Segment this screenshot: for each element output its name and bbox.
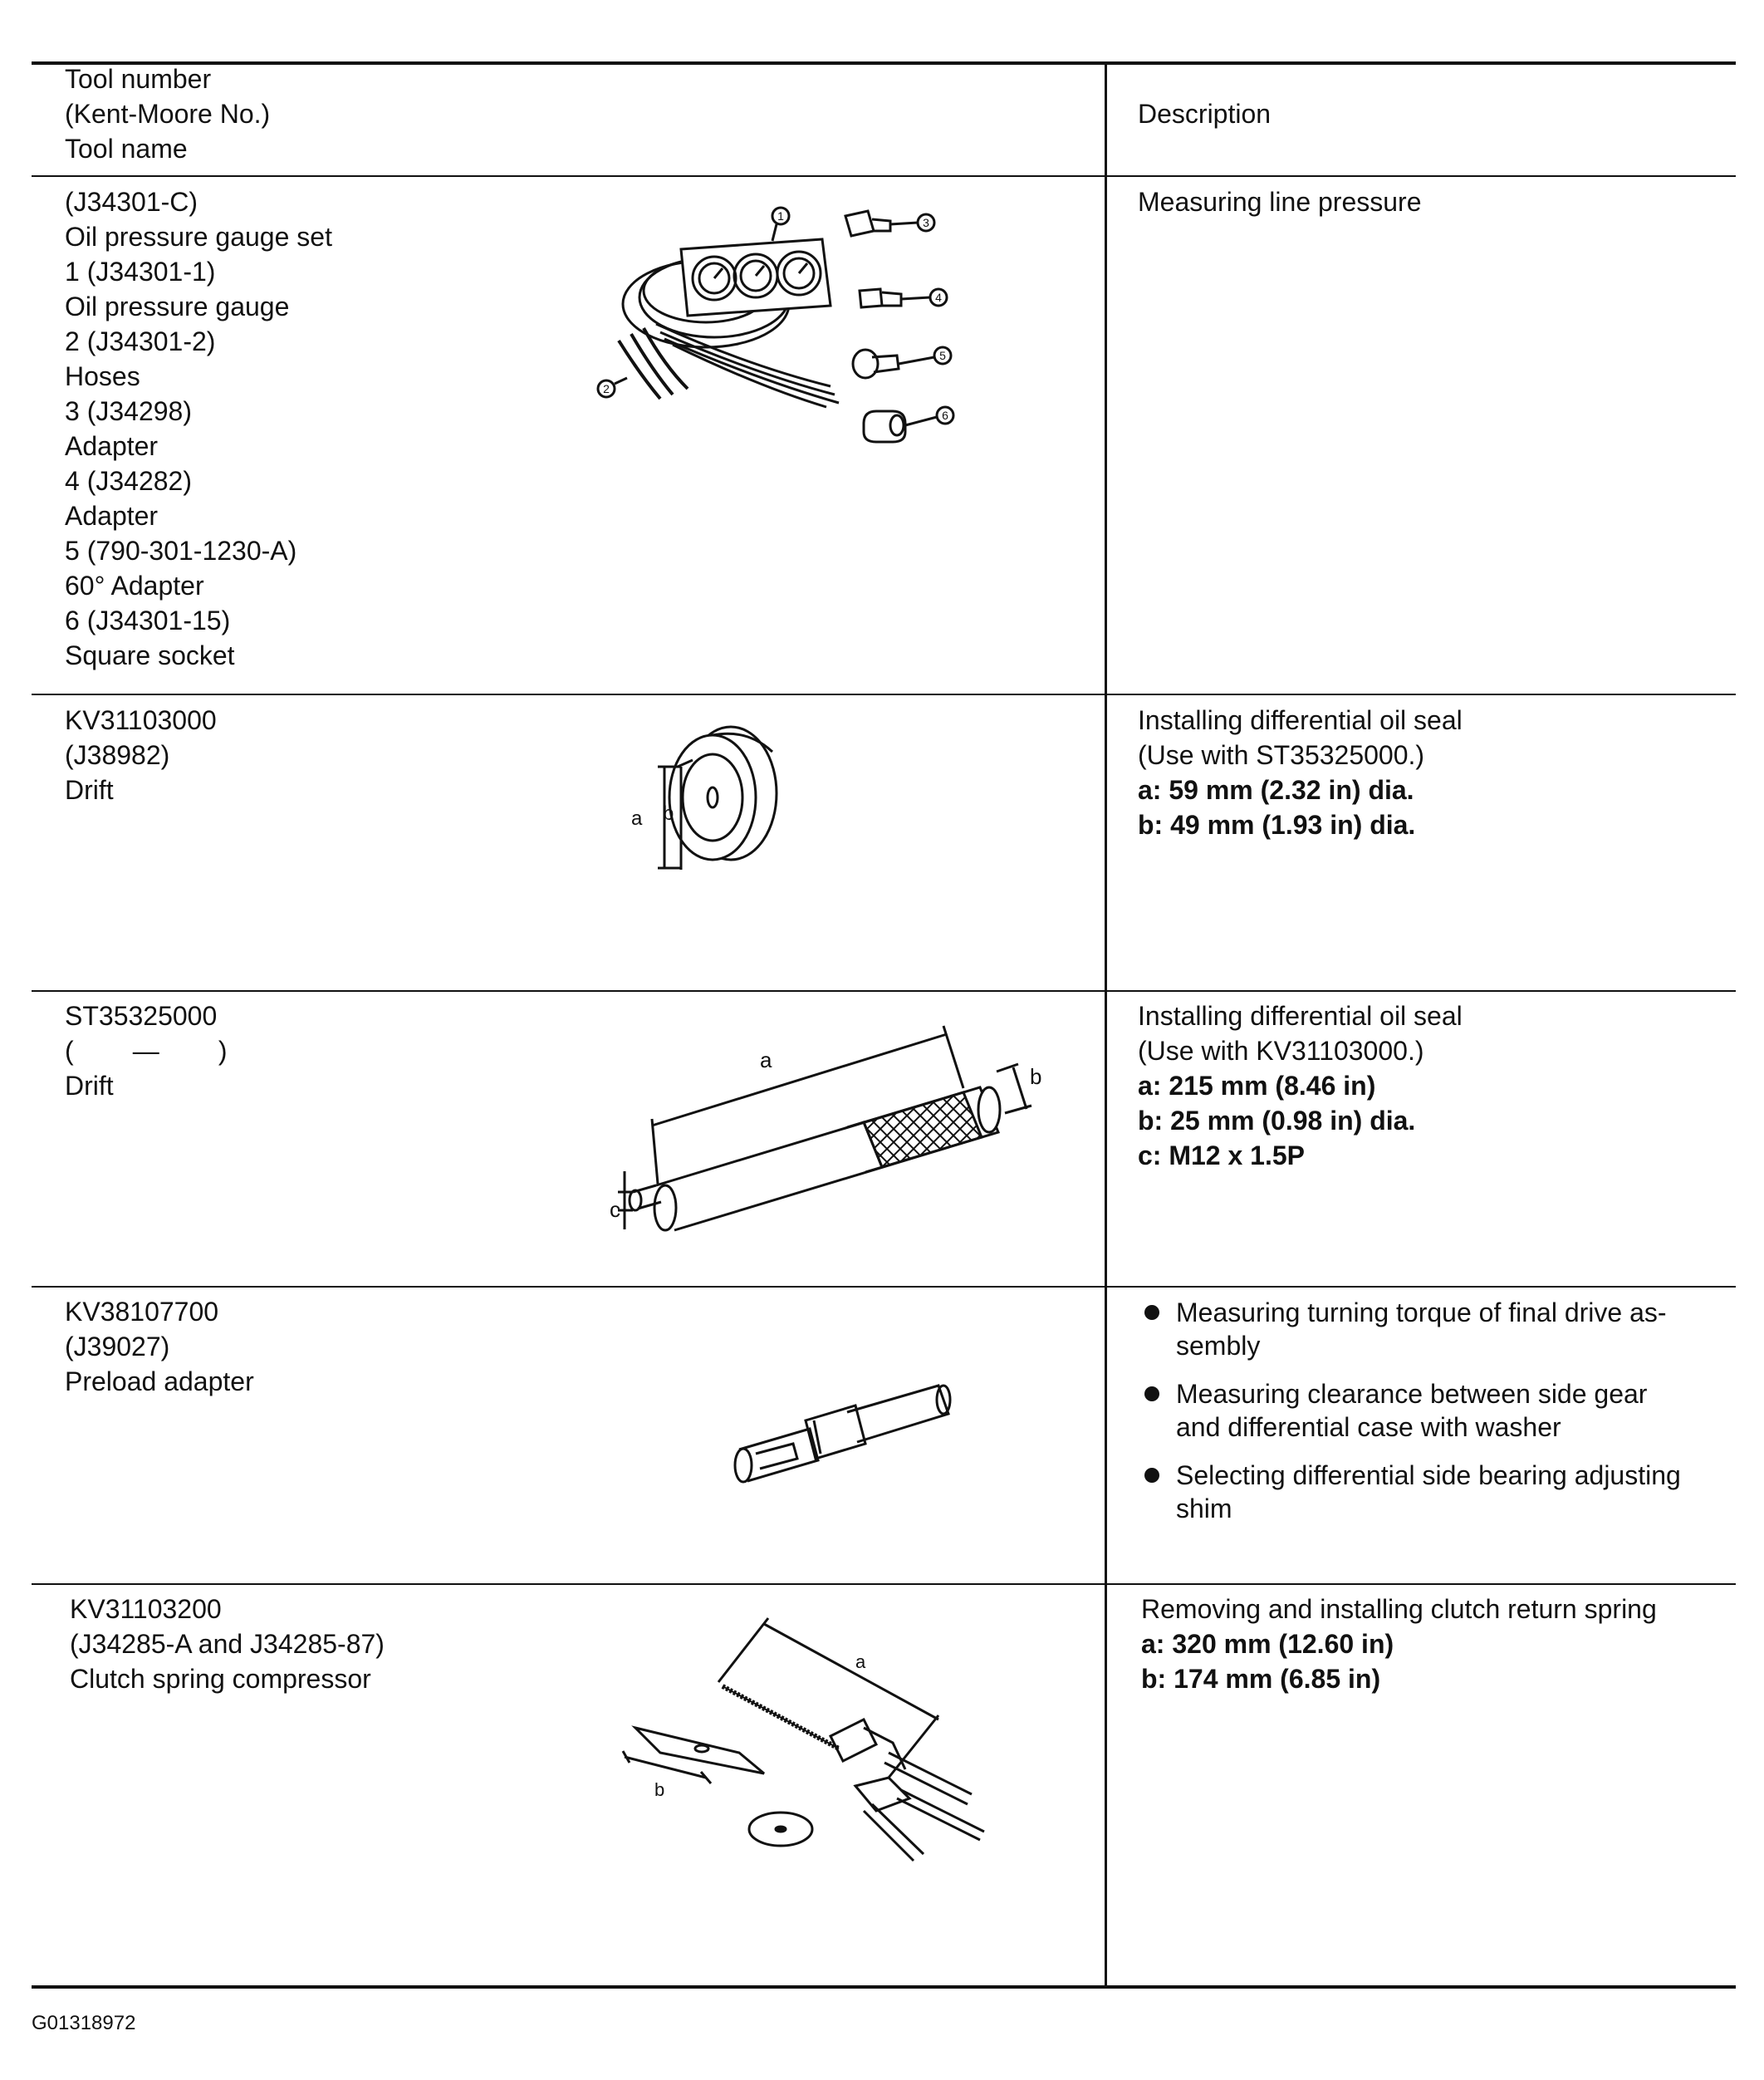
row3-tool-info bbox=[65, 998, 228, 1103]
figure-code: G01318972 bbox=[32, 2012, 136, 2034]
row2-dim-b: b: 49 mm (1.93 in) dia. bbox=[1138, 810, 1416, 840]
row2-desc-line: (Use with ST35325000.) bbox=[1138, 740, 1425, 770]
bullet-text: Measuring turning torque of final drive as- sembly bbox=[1176, 1298, 1667, 1361]
row2-tool-line: (J38982) bbox=[65, 740, 170, 770]
row2-desc-line: Installing differential oil seal bbox=[1138, 705, 1463, 735]
bullet-item bbox=[1144, 1459, 1681, 1525]
row2-description bbox=[1138, 703, 1463, 842]
header-description: Description bbox=[1138, 99, 1272, 129]
dim-a-label: a bbox=[760, 1047, 772, 1072]
bullet-item bbox=[1144, 1377, 1681, 1444]
row-divider-3 bbox=[32, 1286, 1736, 1288]
row1-tool-line: 6 (J34301-15) bbox=[65, 606, 231, 635]
row2-dim-a: a: 59 mm (2.32 in) dia. bbox=[1138, 775, 1414, 805]
callout-4-label: 4 bbox=[935, 291, 942, 304]
row1-tool-line: Oil pressure gauge set bbox=[65, 222, 332, 252]
clutch-spring-compressor-illustration bbox=[615, 1612, 997, 1886]
row1-tool-line: 2 (J34301-2) bbox=[65, 326, 216, 356]
row3-dim-c: c: M12 x 1.5P bbox=[1138, 1141, 1305, 1170]
row3-desc-line: Installing differential oil seal bbox=[1138, 1001, 1463, 1031]
row1-tool-line: Adapter bbox=[65, 431, 159, 461]
header-tool-name: Tool name bbox=[65, 134, 188, 164]
row-divider-2 bbox=[32, 990, 1736, 992]
row1-tool-line: 1 (J34301-1) bbox=[65, 257, 216, 287]
callout-3-label: 3 bbox=[923, 216, 929, 229]
row2-tool-line: Drift bbox=[65, 775, 114, 805]
callout-1-label: 1 bbox=[777, 209, 784, 223]
bullet-dot bbox=[1144, 1386, 1159, 1401]
row3-dim-a: a: 215 mm (8.46 in) bbox=[1138, 1071, 1376, 1101]
header-divider bbox=[32, 175, 1736, 177]
callout-5-label: 5 bbox=[939, 349, 946, 362]
row1-tool-line: Hoses bbox=[65, 361, 140, 391]
row1-tool-line: 3 (J34298) bbox=[65, 396, 192, 426]
callout-2-label: 2 bbox=[603, 382, 610, 395]
callout-6-label: 6 bbox=[942, 409, 948, 422]
row5-description bbox=[1141, 1592, 1657, 1696]
row1-desc-line: Measuring line pressure bbox=[1138, 187, 1422, 217]
drift-st35325000-illustration bbox=[610, 1009, 1046, 1250]
row5-dim-b: b: 174 mm (6.85 in) bbox=[1141, 1664, 1381, 1694]
bullet-dot bbox=[1144, 1468, 1159, 1483]
row-divider-1 bbox=[32, 694, 1736, 695]
row1-description bbox=[1138, 184, 1422, 219]
dim-c-label: c bbox=[610, 1197, 620, 1222]
dim-b-label: b bbox=[654, 1779, 665, 1800]
row3-description bbox=[1138, 998, 1463, 1173]
row3-tool-line: Drift bbox=[65, 1071, 114, 1101]
row1-tool-info bbox=[65, 184, 332, 673]
bullet-text: Measuring clearance between side gear and differential case with washer bbox=[1176, 1379, 1648, 1442]
bullet-item bbox=[1144, 1296, 1681, 1362]
row3-tool-line: ( — ) bbox=[65, 1036, 228, 1066]
row1-tool-line: Square socket bbox=[65, 640, 235, 670]
row4-tool-line: Preload adapter bbox=[65, 1366, 254, 1396]
row1-tool-line: Oil pressure gauge bbox=[65, 292, 290, 321]
bullet-text: Selecting differential side bearing adjusting shim bbox=[1176, 1460, 1681, 1523]
row4-tool-line: (J39027) bbox=[65, 1332, 170, 1361]
dim-b-label: b bbox=[1030, 1064, 1042, 1089]
header-tool-number: Tool number bbox=[65, 64, 212, 94]
row2-tool-info bbox=[65, 703, 217, 807]
row3-dim-b: b: 25 mm (0.98 in) dia. bbox=[1138, 1106, 1416, 1136]
row5-tool-info bbox=[70, 1592, 385, 1696]
column-divider bbox=[1105, 63, 1107, 1987]
preload-adapter-illustration bbox=[714, 1362, 963, 1495]
row5-dim-a: a: 320 mm (12.60 in) bbox=[1141, 1629, 1394, 1659]
header-tool-column bbox=[65, 61, 270, 166]
dim-a-label: a bbox=[855, 1651, 866, 1672]
row5-tool-line: (J34285-A and J34285-87) bbox=[70, 1629, 385, 1659]
table-bottom-rule bbox=[32, 1985, 1736, 1989]
row1-tool-line: 5 (790-301-1230-A) bbox=[65, 536, 297, 566]
row4-tool-info bbox=[65, 1294, 254, 1399]
row5-tool-line: Clutch spring compressor bbox=[70, 1664, 371, 1694]
row2-tool-line: KV31103000 bbox=[65, 705, 217, 735]
row4-tool-line: KV38107700 bbox=[65, 1297, 219, 1327]
row5-desc-line: Removing and installing clutch return spring bbox=[1141, 1594, 1657, 1624]
bullet-dot bbox=[1144, 1305, 1159, 1320]
row5-tool-line: KV31103200 bbox=[70, 1594, 222, 1624]
row4-bullet-list bbox=[1144, 1296, 1681, 1540]
row3-desc-line: (Use with KV31103000.) bbox=[1138, 1036, 1424, 1066]
row1-tool-line: (J34301-C) bbox=[65, 187, 198, 217]
header-kent-moore: (Kent-Moore No.) bbox=[65, 99, 271, 129]
dim-a-label: a bbox=[631, 807, 643, 830]
oil-pressure-gauge-set-illustration bbox=[581, 199, 980, 473]
row1-tool-line: 4 (J34282) bbox=[65, 466, 192, 496]
table-top-rule bbox=[32, 61, 1736, 65]
drift-kv31103000-illustration bbox=[615, 710, 822, 893]
row1-tool-line: Adapter bbox=[65, 501, 159, 531]
row1-tool-line: 60° Adapter bbox=[65, 571, 204, 601]
row-divider-4 bbox=[32, 1583, 1736, 1585]
dim-b-label: b bbox=[663, 802, 674, 825]
row3-tool-line: ST35325000 bbox=[65, 1001, 218, 1031]
